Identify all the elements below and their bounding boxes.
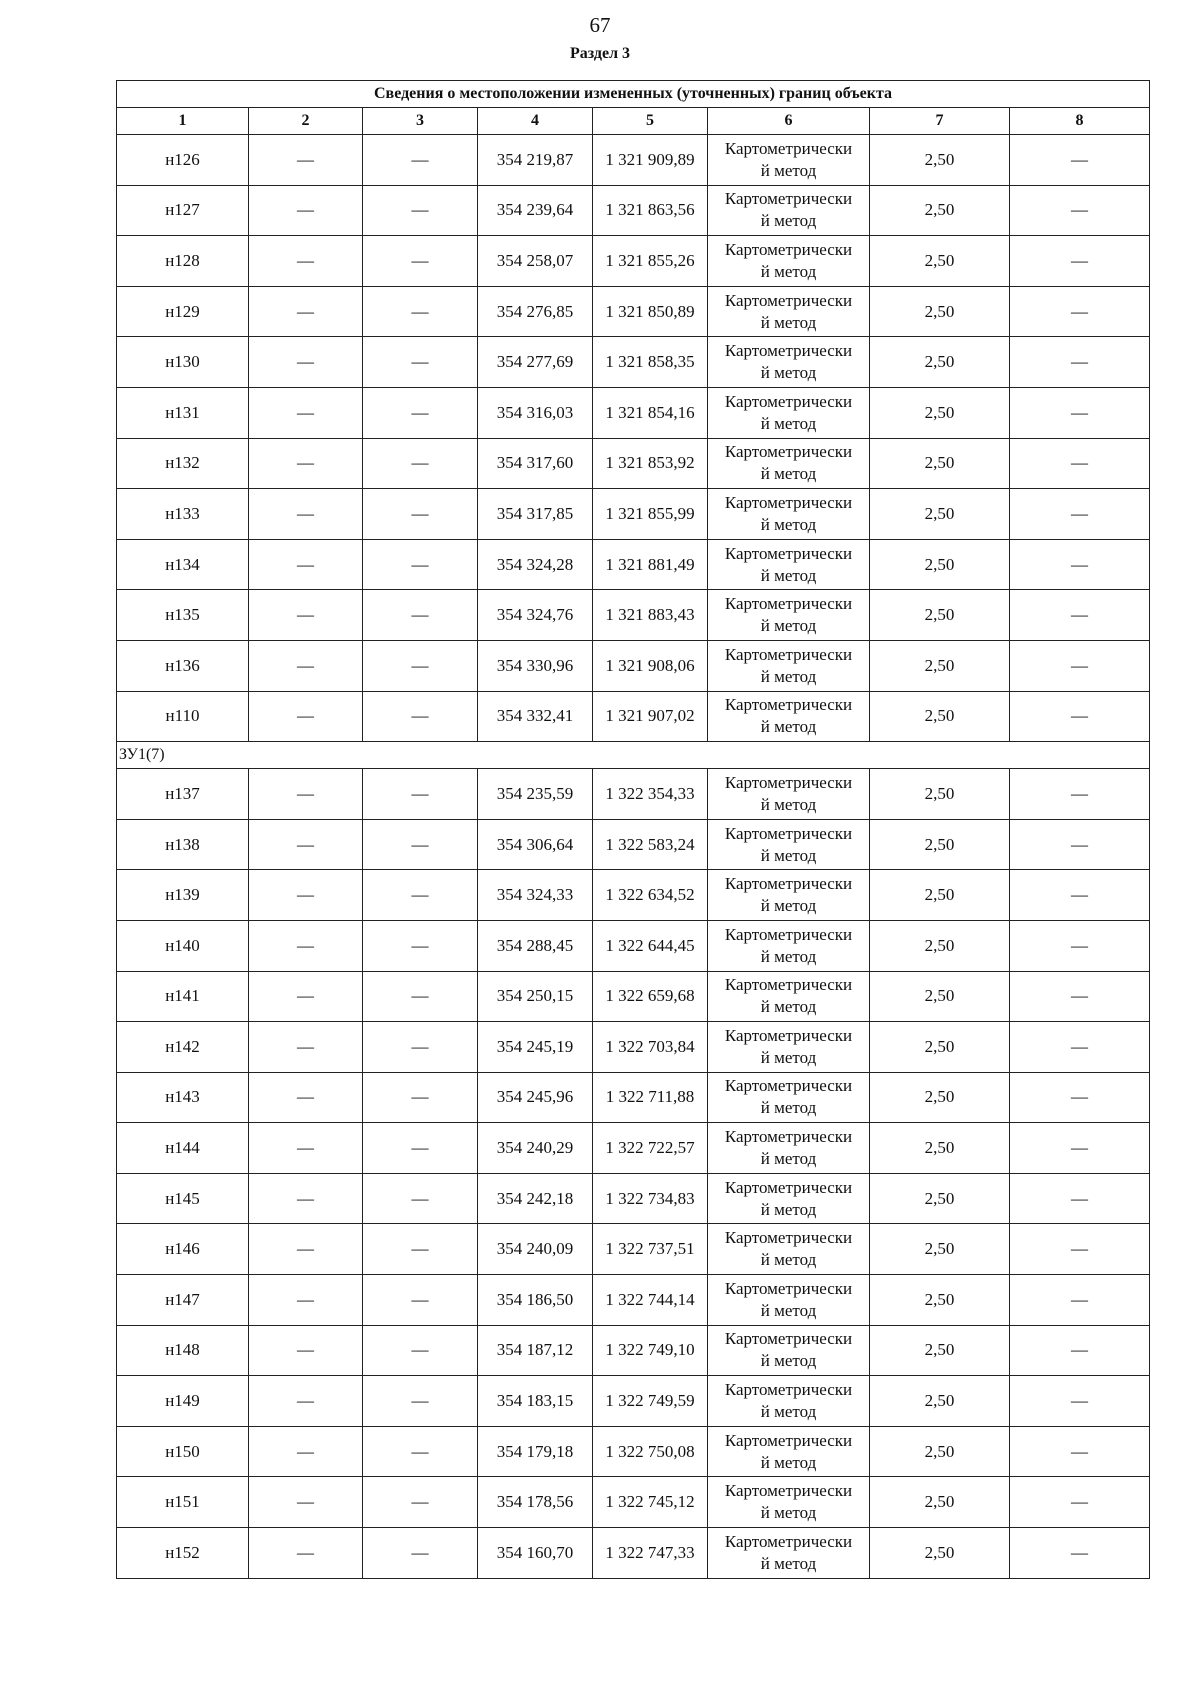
method-cell: Картометрически й метод — [708, 438, 870, 489]
table-body — [117, 81, 1150, 1579]
point-number-cell: н128 — [117, 236, 249, 287]
method-cell: Картометрически й метод — [708, 870, 870, 921]
column-8-cell: — — [1010, 438, 1150, 489]
table-caption-row — [117, 81, 1150, 108]
method-cell: Картометрически й метод — [708, 286, 870, 337]
y-coordinate-cell: 1 322 749,10 — [593, 1325, 708, 1376]
point-number-cell: н150 — [117, 1426, 249, 1477]
column-header: 4 — [478, 108, 593, 135]
table-row — [117, 489, 1150, 540]
column-8-cell: — — [1010, 337, 1150, 388]
column-8-cell: — — [1010, 819, 1150, 870]
column-3-cell: — — [363, 691, 478, 742]
y-coordinate-cell: 1 322 583,24 — [593, 819, 708, 870]
column-8-cell: — — [1010, 920, 1150, 971]
y-coordinate-cell: 1 322 745,12 — [593, 1477, 708, 1528]
point-number-cell: н146 — [117, 1224, 249, 1275]
column-8-cell: — — [1010, 1173, 1150, 1224]
table-row — [117, 1173, 1150, 1224]
y-coordinate-cell: 1 322 722,57 — [593, 1123, 708, 1174]
method-cell: Картометрически й метод — [708, 1376, 870, 1427]
method-cell: Картометрически й метод — [708, 236, 870, 287]
column-3-cell: — — [363, 489, 478, 540]
point-number-cell: н141 — [117, 971, 249, 1022]
x-coordinate-cell: 354 183,15 — [478, 1376, 593, 1427]
column-3-cell: — — [363, 640, 478, 691]
point-number-cell: н130 — [117, 337, 249, 388]
y-coordinate-cell: 1 321 855,99 — [593, 489, 708, 540]
column-3-cell: — — [363, 135, 478, 186]
column-header: 8 — [1010, 108, 1150, 135]
column-8-cell: — — [1010, 185, 1150, 236]
column-3-cell: — — [363, 920, 478, 971]
subgroup-label: ЗУ1(7) — [117, 742, 1150, 769]
column-3-cell: — — [363, 286, 478, 337]
x-coordinate-cell: 354 245,19 — [478, 1022, 593, 1073]
column-3-cell: — — [363, 1275, 478, 1326]
column-3-cell: — — [363, 590, 478, 641]
column-2-cell: — — [249, 135, 363, 186]
column-3-cell: — — [363, 769, 478, 820]
column-8-cell: — — [1010, 236, 1150, 287]
x-coordinate-cell: 354 316,03 — [478, 387, 593, 438]
point-number-cell: н135 — [117, 590, 249, 641]
column-3-cell: — — [363, 1376, 478, 1427]
column-8-cell: — — [1010, 691, 1150, 742]
y-coordinate-cell: 1 322 644,45 — [593, 920, 708, 971]
method-cell: Картометрически й метод — [708, 1528, 870, 1579]
column-8-cell: — — [1010, 489, 1150, 540]
accuracy-cell: 2,50 — [870, 819, 1010, 870]
x-coordinate-cell: 354 219,87 — [478, 135, 593, 186]
y-coordinate-cell: 1 322 659,68 — [593, 971, 708, 1022]
method-cell: Картометрически й метод — [708, 819, 870, 870]
column-2-cell: — — [249, 640, 363, 691]
table-row — [117, 1275, 1150, 1326]
column-2-cell: — — [249, 769, 363, 820]
point-number-cell: н145 — [117, 1173, 249, 1224]
x-coordinate-cell: 354 306,64 — [478, 819, 593, 870]
table-row — [117, 1528, 1150, 1579]
column-8-cell: — — [1010, 1376, 1150, 1427]
column-8-cell: — — [1010, 1123, 1150, 1174]
x-coordinate-cell: 354 250,15 — [478, 971, 593, 1022]
y-coordinate-cell: 1 321 883,43 — [593, 590, 708, 641]
y-coordinate-cell: 1 322 703,84 — [593, 1022, 708, 1073]
column-2-cell: — — [249, 438, 363, 489]
table-row — [117, 539, 1150, 590]
accuracy-cell: 2,50 — [870, 971, 1010, 1022]
point-number-cell: н151 — [117, 1477, 249, 1528]
y-coordinate-cell: 1 321 908,06 — [593, 640, 708, 691]
point-number-cell: н126 — [117, 135, 249, 186]
point-number-cell: н144 — [117, 1123, 249, 1174]
point-number-cell: н131 — [117, 387, 249, 438]
column-3-cell: — — [363, 337, 478, 388]
column-3-cell: — — [363, 539, 478, 590]
accuracy-cell: 2,50 — [870, 640, 1010, 691]
column-2-cell: — — [249, 819, 363, 870]
x-coordinate-cell: 354 160,70 — [478, 1528, 593, 1579]
point-number-cell: н110 — [117, 691, 249, 742]
method-cell: Картометрически й метод — [708, 1072, 870, 1123]
column-2-cell: — — [249, 1022, 363, 1073]
x-coordinate-cell: 354 179,18 — [478, 1426, 593, 1477]
table-row — [117, 286, 1150, 337]
method-cell: Картометрически й метод — [708, 769, 870, 820]
point-number-cell: н142 — [117, 1022, 249, 1073]
x-coordinate-cell: 354 258,07 — [478, 236, 593, 287]
method-cell: Картометрически й метод — [708, 1173, 870, 1224]
y-coordinate-cell: 1 321 907,02 — [593, 691, 708, 742]
accuracy-cell: 2,50 — [870, 1173, 1010, 1224]
accuracy-cell: 2,50 — [870, 286, 1010, 337]
x-coordinate-cell: 354 245,96 — [478, 1072, 593, 1123]
point-number-cell: н134 — [117, 539, 249, 590]
table-row — [117, 1123, 1150, 1174]
y-coordinate-cell: 1 321 855,26 — [593, 236, 708, 287]
table-row — [117, 1022, 1150, 1073]
method-cell: Картометрически й метод — [708, 1224, 870, 1275]
x-coordinate-cell: 354 277,69 — [478, 337, 593, 388]
accuracy-cell: 2,50 — [870, 387, 1010, 438]
accuracy-cell: 2,50 — [870, 1022, 1010, 1073]
method-cell: Картометрически й метод — [708, 1022, 870, 1073]
column-8-cell: — — [1010, 870, 1150, 921]
column-2-cell: — — [249, 1528, 363, 1579]
method-cell: Картометрически й метод — [708, 1477, 870, 1528]
column-header: 1 — [117, 108, 249, 135]
column-3-cell: — — [363, 1426, 478, 1477]
y-coordinate-cell: 1 322 354,33 — [593, 769, 708, 820]
accuracy-cell: 2,50 — [870, 337, 1010, 388]
point-number-cell: н136 — [117, 640, 249, 691]
x-coordinate-cell: 354 288,45 — [478, 920, 593, 971]
column-2-cell: — — [249, 286, 363, 337]
accuracy-cell: 2,50 — [870, 920, 1010, 971]
column-header: 3 — [363, 108, 478, 135]
point-number-cell: н133 — [117, 489, 249, 540]
subgroup-row — [117, 742, 1150, 769]
accuracy-cell: 2,50 — [870, 691, 1010, 742]
accuracy-cell: 2,50 — [870, 1072, 1010, 1123]
table-row — [117, 337, 1150, 388]
y-coordinate-cell: 1 322 711,88 — [593, 1072, 708, 1123]
table-row — [117, 438, 1150, 489]
column-3-cell: — — [363, 1022, 478, 1073]
column-2-cell: — — [249, 870, 363, 921]
table-row — [117, 920, 1150, 971]
table-row — [117, 1224, 1150, 1275]
point-number-cell: н140 — [117, 920, 249, 971]
x-coordinate-cell: 354 330,96 — [478, 640, 593, 691]
method-cell: Картометрически й метод — [708, 1426, 870, 1477]
table-row — [117, 691, 1150, 742]
table-row — [117, 971, 1150, 1022]
column-2-cell: — — [249, 590, 363, 641]
table-caption: Сведения о местоположении измененных (уточненных) границ объекта — [117, 81, 1150, 108]
column-2-cell: — — [249, 1325, 363, 1376]
y-coordinate-cell: 1 321 909,89 — [593, 135, 708, 186]
table-row — [117, 819, 1150, 870]
table-row — [117, 236, 1150, 287]
column-8-cell: — — [1010, 286, 1150, 337]
x-coordinate-cell: 354 235,59 — [478, 769, 593, 820]
column-8-cell: — — [1010, 971, 1150, 1022]
y-coordinate-cell: 1 322 750,08 — [593, 1426, 708, 1477]
point-number-cell: н137 — [117, 769, 249, 820]
column-3-cell: — — [363, 1072, 478, 1123]
column-8-cell: — — [1010, 1325, 1150, 1376]
y-coordinate-cell: 1 322 634,52 — [593, 870, 708, 921]
column-3-cell: — — [363, 438, 478, 489]
point-number-cell: н129 — [117, 286, 249, 337]
accuracy-cell: 2,50 — [870, 438, 1010, 489]
column-2-cell: — — [249, 691, 363, 742]
column-8-cell: — — [1010, 1224, 1150, 1275]
point-number-cell: н132 — [117, 438, 249, 489]
accuracy-cell: 2,50 — [870, 135, 1010, 186]
table-row — [117, 1426, 1150, 1477]
y-coordinate-cell: 1 321 863,56 — [593, 185, 708, 236]
point-number-cell: н152 — [117, 1528, 249, 1579]
column-8-cell: — — [1010, 387, 1150, 438]
y-coordinate-cell: 1 321 854,16 — [593, 387, 708, 438]
method-cell: Картометрически й метод — [708, 640, 870, 691]
column-3-cell: — — [363, 1224, 478, 1275]
point-number-cell: н148 — [117, 1325, 249, 1376]
table-row — [117, 135, 1150, 186]
x-coordinate-cell: 354 276,85 — [478, 286, 593, 337]
point-number-cell: н143 — [117, 1072, 249, 1123]
accuracy-cell: 2,50 — [870, 489, 1010, 540]
x-coordinate-cell: 354 240,29 — [478, 1123, 593, 1174]
y-coordinate-cell: 1 322 749,59 — [593, 1376, 708, 1427]
table-row — [117, 1325, 1150, 1376]
y-coordinate-cell: 1 321 853,92 — [593, 438, 708, 489]
x-coordinate-cell: 354 324,33 — [478, 870, 593, 921]
column-8-cell: — — [1010, 769, 1150, 820]
method-cell: Картометрически й метод — [708, 489, 870, 540]
boundary-coordinates-table — [116, 80, 1150, 1579]
accuracy-cell: 2,50 — [870, 1224, 1010, 1275]
accuracy-cell: 2,50 — [870, 236, 1010, 287]
x-coordinate-cell: 354 317,60 — [478, 438, 593, 489]
column-8-cell: — — [1010, 590, 1150, 641]
column-2-cell: — — [249, 236, 363, 287]
column-8-cell: — — [1010, 1477, 1150, 1528]
column-2-cell: — — [249, 1072, 363, 1123]
column-8-cell: — — [1010, 1426, 1150, 1477]
column-3-cell: — — [363, 1173, 478, 1224]
column-8-cell: — — [1010, 539, 1150, 590]
column-3-cell: — — [363, 1123, 478, 1174]
method-cell: Картометрически й метод — [708, 1123, 870, 1174]
column-3-cell: — — [363, 1477, 478, 1528]
column-2-cell: — — [249, 387, 363, 438]
column-2-cell: — — [249, 1275, 363, 1326]
y-coordinate-cell: 1 322 737,51 — [593, 1224, 708, 1275]
page-number: 67 — [589, 13, 611, 37]
column-2-cell: — — [249, 1376, 363, 1427]
column-header: 7 — [870, 108, 1010, 135]
y-coordinate-cell: 1 322 747,33 — [593, 1528, 708, 1579]
y-coordinate-cell: 1 321 881,49 — [593, 539, 708, 590]
accuracy-cell: 2,50 — [870, 539, 1010, 590]
x-coordinate-cell: 354 242,18 — [478, 1173, 593, 1224]
column-2-cell: — — [249, 1426, 363, 1477]
table-row — [117, 1376, 1150, 1427]
accuracy-cell: 2,50 — [870, 1528, 1010, 1579]
x-coordinate-cell: 354 239,64 — [478, 185, 593, 236]
accuracy-cell: 2,50 — [870, 1477, 1010, 1528]
column-2-cell: — — [249, 920, 363, 971]
table-row — [117, 769, 1150, 820]
column-2-cell: — — [249, 1173, 363, 1224]
accuracy-cell: 2,50 — [870, 1426, 1010, 1477]
column-2-cell: — — [249, 185, 363, 236]
point-number-cell: н127 — [117, 185, 249, 236]
point-number-cell: н147 — [117, 1275, 249, 1326]
method-cell: Картометрически й метод — [708, 971, 870, 1022]
x-coordinate-cell: 354 240,09 — [478, 1224, 593, 1275]
column-header: 5 — [593, 108, 708, 135]
accuracy-cell: 2,50 — [870, 590, 1010, 641]
y-coordinate-cell: 1 321 858,35 — [593, 337, 708, 388]
column-3-cell: — — [363, 819, 478, 870]
x-coordinate-cell: 354 332,41 — [478, 691, 593, 742]
column-number-header-row — [117, 108, 1150, 135]
column-3-cell: — — [363, 236, 478, 287]
table-row — [117, 1072, 1150, 1123]
x-coordinate-cell: 354 324,28 — [478, 539, 593, 590]
method-cell: Картометрически й метод — [708, 387, 870, 438]
y-coordinate-cell: 1 322 734,83 — [593, 1173, 708, 1224]
table-row — [117, 387, 1150, 438]
accuracy-cell: 2,50 — [870, 1376, 1010, 1427]
table-row — [117, 1477, 1150, 1528]
method-cell: Картометрически й метод — [708, 691, 870, 742]
accuracy-cell: 2,50 — [870, 870, 1010, 921]
section-title: Раздел 3 — [569, 45, 631, 62]
column-8-cell: — — [1010, 1528, 1150, 1579]
column-8-cell: — — [1010, 640, 1150, 691]
accuracy-cell: 2,50 — [870, 1325, 1010, 1376]
x-coordinate-cell: 354 324,76 — [478, 590, 593, 641]
method-cell: Картометрически й метод — [708, 1325, 870, 1376]
column-8-cell: — — [1010, 1072, 1150, 1123]
method-cell: Картометрически й метод — [708, 135, 870, 186]
column-8-cell: — — [1010, 1275, 1150, 1326]
method-cell: Картометрически й метод — [708, 337, 870, 388]
x-coordinate-cell: 354 317,85 — [478, 489, 593, 540]
column-2-cell: — — [249, 1224, 363, 1275]
method-cell: Картометрически й метод — [708, 185, 870, 236]
column-2-cell: — — [249, 489, 363, 540]
table-row — [117, 640, 1150, 691]
column-2-cell: — — [249, 539, 363, 590]
accuracy-cell: 2,50 — [870, 1123, 1010, 1174]
point-number-cell: н138 — [117, 819, 249, 870]
table-row — [117, 185, 1150, 236]
column-8-cell: — — [1010, 1022, 1150, 1073]
accuracy-cell: 2,50 — [870, 1275, 1010, 1326]
column-3-cell: — — [363, 185, 478, 236]
point-number-cell: н139 — [117, 870, 249, 921]
x-coordinate-cell: 354 178,56 — [478, 1477, 593, 1528]
method-cell: Картометрически й метод — [708, 1275, 870, 1326]
table-row — [117, 590, 1150, 641]
column-2-cell: — — [249, 1477, 363, 1528]
column-3-cell: — — [363, 870, 478, 921]
column-3-cell: — — [363, 387, 478, 438]
accuracy-cell: 2,50 — [870, 185, 1010, 236]
method-cell: Картометрически й метод — [708, 590, 870, 641]
point-number-cell: н149 — [117, 1376, 249, 1427]
y-coordinate-cell: 1 321 850,89 — [593, 286, 708, 337]
column-2-cell: — — [249, 337, 363, 388]
column-8-cell: — — [1010, 135, 1150, 186]
accuracy-cell: 2,50 — [870, 769, 1010, 820]
x-coordinate-cell: 354 187,12 — [478, 1325, 593, 1376]
column-3-cell: — — [363, 1528, 478, 1579]
column-2-cell: — — [249, 971, 363, 1022]
table-row — [117, 870, 1150, 921]
column-2-cell: — — [249, 1123, 363, 1174]
column-3-cell: — — [363, 971, 478, 1022]
y-coordinate-cell: 1 322 744,14 — [593, 1275, 708, 1326]
method-cell: Картометрически й метод — [708, 539, 870, 590]
column-header: 6 — [708, 108, 870, 135]
method-cell: Картометрически й метод — [708, 920, 870, 971]
column-header: 2 — [249, 108, 363, 135]
x-coordinate-cell: 354 186,50 — [478, 1275, 593, 1326]
column-3-cell: — — [363, 1325, 478, 1376]
